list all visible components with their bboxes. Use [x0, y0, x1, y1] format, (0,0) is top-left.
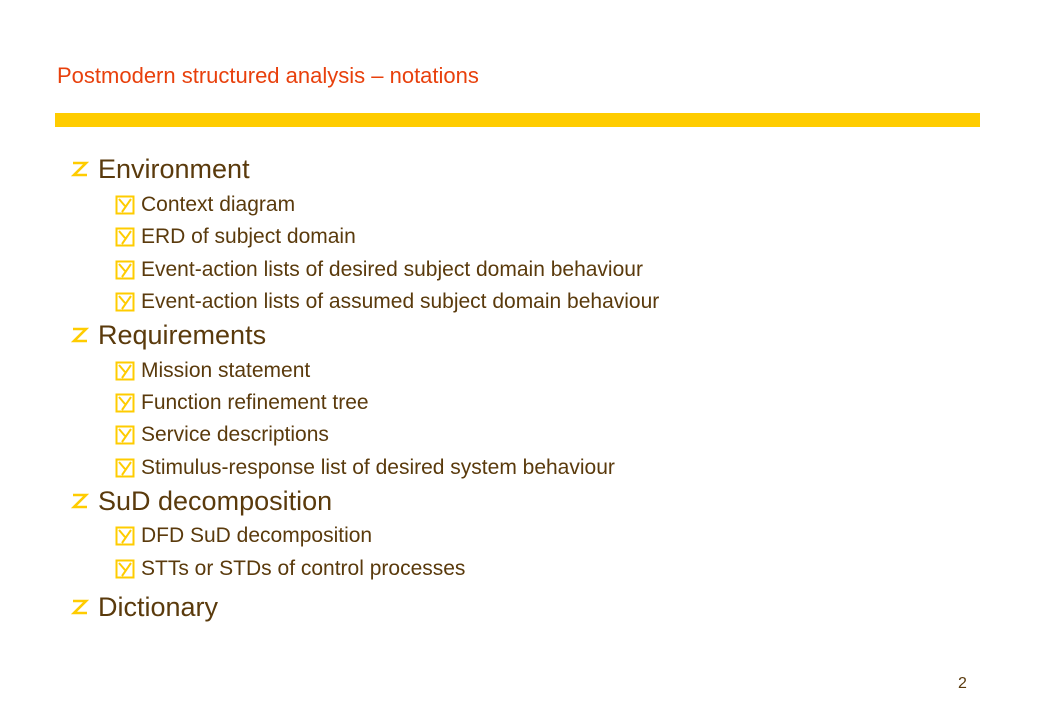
- y-checkbox-bullet-icon: [113, 524, 137, 548]
- bullet-label: Environment: [98, 154, 250, 184]
- sub-bullet-label: Function refinement tree: [141, 391, 369, 414]
- y-checkbox-bullet-icon: [113, 359, 137, 383]
- sub-bullet-label: Stimulus-response list of desired system behaviour: [141, 456, 615, 479]
- page-number: 2: [958, 675, 967, 692]
- sub-bullet-item: [113, 421, 329, 449]
- y-checkbox-bullet-icon: [113, 225, 137, 249]
- bullet-label: SuD decomposition: [98, 486, 333, 516]
- bullet-item-dictionary: [68, 590, 218, 624]
- sub-bullet-label: DFD SuD decomposition: [141, 524, 373, 547]
- sub-bullet-label: Event-action lists of desired subject domain behaviour: [141, 258, 643, 281]
- sub-bullet-label: STTs or STDs of control processes: [141, 557, 466, 580]
- bullet-item-sud-decomposition: [68, 484, 332, 518]
- sub-bullet-item: [113, 256, 643, 284]
- sub-bullet-label: Mission statement: [141, 359, 311, 382]
- sub-bullet-item: [113, 288, 659, 316]
- z-bullet-icon: [68, 595, 92, 619]
- sub-bullet-item: [113, 389, 369, 417]
- y-checkbox-bullet-icon: [113, 456, 137, 480]
- sub-bullet-label: Service descriptions: [141, 423, 329, 446]
- bullet-item-requirements: [68, 318, 266, 352]
- z-bullet-icon: [68, 157, 92, 181]
- sub-bullet-item: [113, 555, 465, 583]
- y-checkbox-bullet-icon: [113, 258, 137, 282]
- bullet-item-environment: [68, 152, 250, 186]
- slide-title: Postmodern structured analysis – notations: [57, 63, 479, 88]
- sub-bullet-item: [113, 522, 372, 550]
- sub-bullet-item: [113, 454, 615, 482]
- sub-bullet-label: Context diagram: [141, 193, 296, 216]
- bullet-label: Dictionary: [98, 592, 219, 622]
- y-checkbox-bullet-icon: [113, 193, 137, 217]
- sub-bullet-item: [113, 191, 295, 219]
- y-checkbox-bullet-icon: [113, 391, 137, 415]
- title-underline-bar: [55, 113, 980, 127]
- sub-bullet-label: Event-action lists of assumed subject domain behaviour: [141, 290, 660, 313]
- sub-bullet-item: [113, 357, 310, 385]
- y-checkbox-bullet-icon: [113, 423, 137, 447]
- z-bullet-icon: [68, 489, 92, 513]
- bullet-label: Requirements: [98, 320, 267, 350]
- y-checkbox-bullet-icon: [113, 557, 137, 581]
- sub-bullet-label: ERD of subject domain: [141, 225, 356, 248]
- y-checkbox-bullet-icon: [113, 290, 137, 314]
- z-bullet-icon: [68, 323, 92, 347]
- sub-bullet-item: [113, 223, 356, 251]
